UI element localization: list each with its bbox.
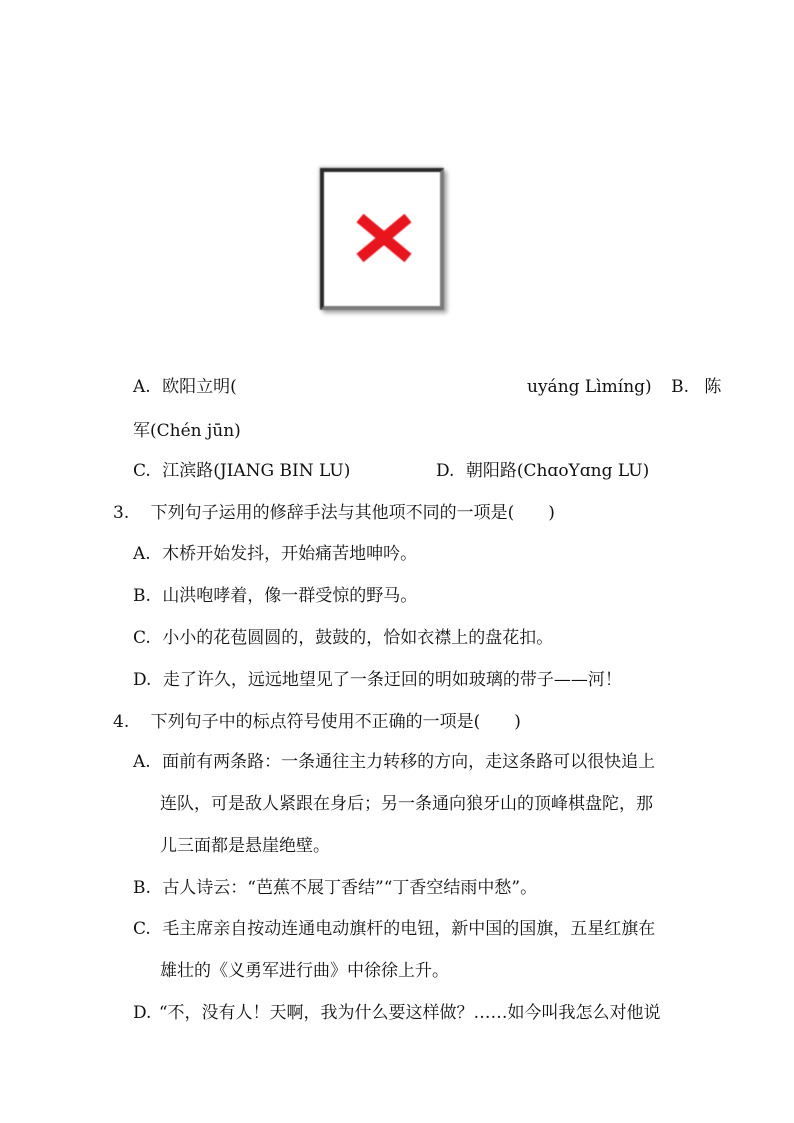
q2-option-c-text: 江滨路(JIANG BIN LU) (162, 461, 351, 481)
q3-number: 3. (113, 503, 130, 523)
q2-option-a-line (133, 376, 237, 398)
q4-option-a-text-3: 儿三面都是悬崖绝壁。 (160, 836, 330, 856)
q3-option-c (133, 627, 553, 649)
q2-option-c-line (133, 460, 350, 482)
q4-option-d-text: “不，没有人！天啊，我为什么要这样做？……如今叫我怎么对他说 (158, 1003, 661, 1023)
q3-option-c-label: C. (133, 628, 151, 648)
q4-option-b-line (133, 877, 537, 899)
q3-stem-line (113, 502, 555, 524)
q4-option-c-label: C. (133, 919, 151, 939)
q3-option-b-label: B. (133, 586, 151, 606)
red-x-icon (356, 214, 412, 262)
q3-option-a-label: A. (133, 544, 151, 564)
q4-option-c-text-2: 雄壮的《义勇军进行曲》中徐徐上升。 (160, 961, 449, 981)
q2-option-a-text-right: uyáng Lìmíng) (527, 377, 652, 397)
q2-option-b-text-wrap: 军(Chén jūn) (133, 421, 241, 441)
q4-option-c-line-1 (133, 918, 655, 940)
q4-option-a-line-2 (160, 793, 653, 815)
q3-option-a-text: 木桥开始发抖，开始痛苦地呻吟。 (162, 544, 418, 564)
q2-option-a-label: A. (133, 377, 151, 397)
q4-option-a-text-2: 连队，可是敌人紧跟在身后；另一条通向狼牙山的顶峰棋盘陀，那 (160, 794, 653, 814)
q3-option-d-label: D. (133, 670, 152, 690)
q2-option-d-text: 朝阳路(ChɑoYɑng LU) (465, 461, 650, 481)
q4-option-a-text-1: 面前有两条路：一条通往主力转移的方向，走这条路可以很快追上 (162, 752, 656, 772)
q2-option-c-label: C. (133, 461, 151, 481)
q3-option-d-text: 走了许久，远远地望见了一条迂回的明如玻璃的带子——河！ (162, 670, 622, 690)
q4-option-b-label: B. (133, 878, 151, 898)
q3-option-a (133, 543, 417, 565)
q2-option-a-text-right-line (527, 376, 721, 398)
q4-number: 4. (113, 712, 130, 732)
q3-option-b-text: 山洪咆哮着，像一群受惊的野马。 (162, 586, 418, 606)
q4-option-c-line-2 (160, 960, 449, 982)
broken-image-placeholder (320, 168, 444, 310)
q4-option-b-text: 古人诗云：“芭蕉不展丁香结”“丁香空结雨中愁”。 (162, 878, 538, 898)
q2-option-d-line (436, 460, 649, 482)
q4-option-a-label: A. (133, 752, 151, 772)
q2-option-b-wrap-line (133, 420, 241, 442)
q2-option-a-text-left: 欧阳立明( (162, 377, 237, 397)
q3-option-d (133, 669, 622, 691)
q3-option-c-text: 小小的花苞圆圆的，鼓鼓的，恰如衣襟上的盘花扣。 (162, 628, 554, 648)
q4-stem-line (113, 711, 521, 733)
q4-option-a-line-3 (160, 835, 330, 857)
q2-option-b-text-char: 陈 (704, 377, 722, 397)
q2-option-d-label: D. (436, 461, 455, 481)
q4-option-c-text-1: 毛主席亲自按动连通电动旗杆的电钮，新中国的国旗，五星红旗在 (162, 919, 656, 939)
q2-option-b-label: B. (671, 377, 689, 397)
q3-stem: 下列句子运用的修辞手法与其他项不同的一项是( ) (150, 503, 555, 523)
q3-option-b (133, 585, 417, 607)
q4-option-d-label: D. (133, 1003, 152, 1023)
q4-stem: 下列句子中的标点符号使用不正确的一项是( ) (150, 712, 521, 732)
q4-option-d-line (133, 1002, 661, 1024)
q4-option-a-line-1 (133, 751, 655, 773)
